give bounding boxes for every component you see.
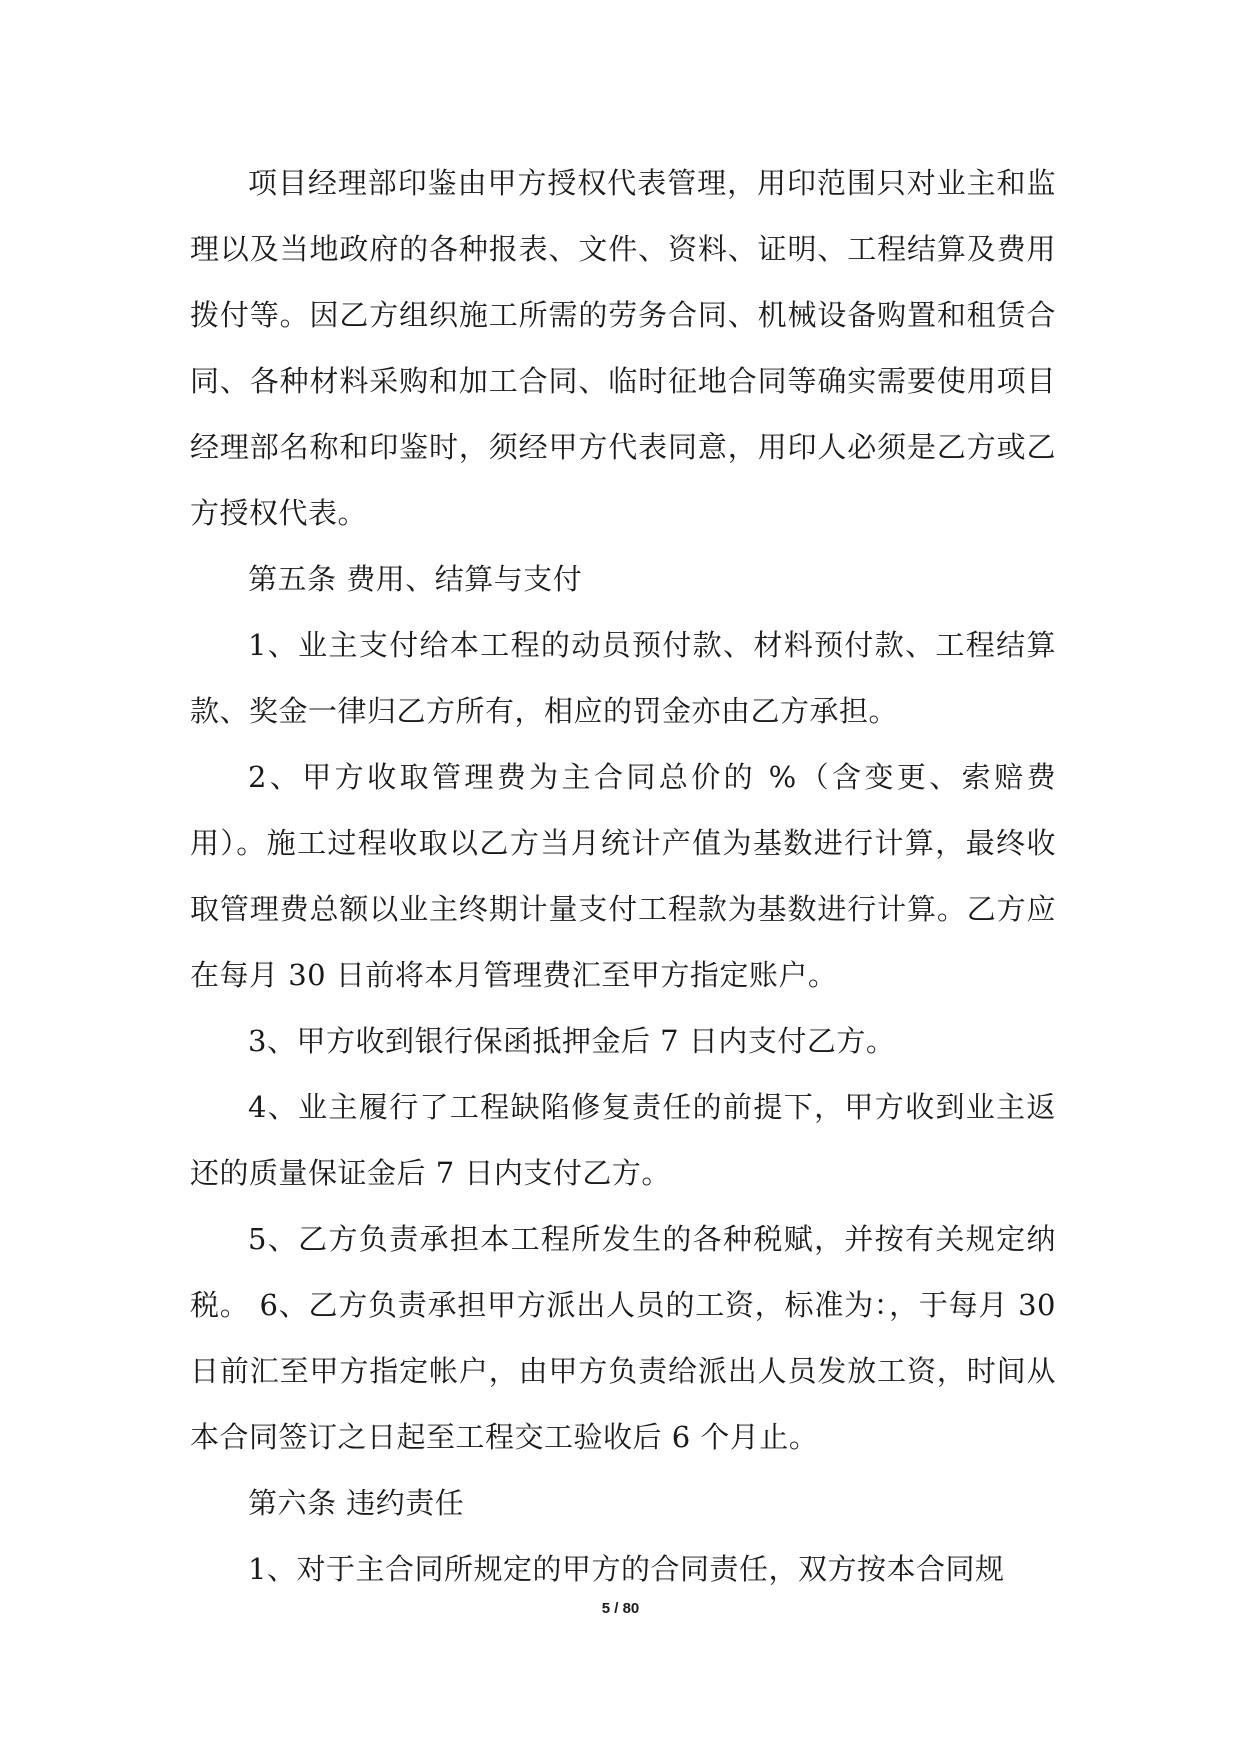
paragraph-item-4: 4、业主履行了工程缺陷修复责任的前提下，甲方收到业主返还的质量保证金后 7 日内支付乙方。	[190, 1090, 1056, 1190]
page-number: 5 / 80	[601, 1600, 640, 1617]
paragraph-item-5-6: 5、乙方负责承担本工程所发生的各种税赋，并按有关规定纳税。 6、乙方负责承担甲方派出人员的工资，标准为：，于每月 30 日前汇至甲方指定帐户，由甲方负责给派出人员发放工资，时间从本合同签订之日起至工程交工验收后 6 个月止。	[190, 1222, 1056, 1454]
paragraph-seal-management: 项目经理部印鉴由甲方授权代表管理，用印范围只对业主和监理以及当地政府的各种报表、文件、资料、证明、工程结算及费用拨付等。因乙方组织施工所需的劳务合同、机械设备购置和租赁合同、各种材料采购和加工合同、临时征地合同等确实需要使用项目经理部名称和印鉴时，须经甲方代表同意，用印人必须是乙方或乙方授权代表。	[190, 166, 1056, 530]
paragraph-item-2: 2、甲方收取管理费为主合同总价的 %（含变更、索赔费用）。施工过程收取以乙方当月统计产值为基数进行计算，最终收取管理费总额以业主终期计量支付工程款为基数进行计算。乙方应在每月 30 日前将本月管理费汇至甲方指定账户。	[190, 760, 1056, 992]
paragraph-liability-1: 1、对于主合同所规定的甲方的合同责任，双方按本合同规	[248, 1552, 1005, 1586]
article-five-heading: 第五条 费用、结算与支付	[248, 562, 583, 596]
article-six-heading: 第六条 违约责任	[248, 1486, 465, 1520]
document-body	[190, 150, 1056, 1602]
paragraph-item-1: 1、业主支付给本工程的动员预付款、材料预付款、工程结算款、奖金一律归乙方所有，相应的罚金亦由乙方承担。	[190, 628, 1056, 728]
paragraph-item-3: 3、甲方收到银行保函抵押金后 7 日内支付乙方。	[248, 1024, 896, 1058]
